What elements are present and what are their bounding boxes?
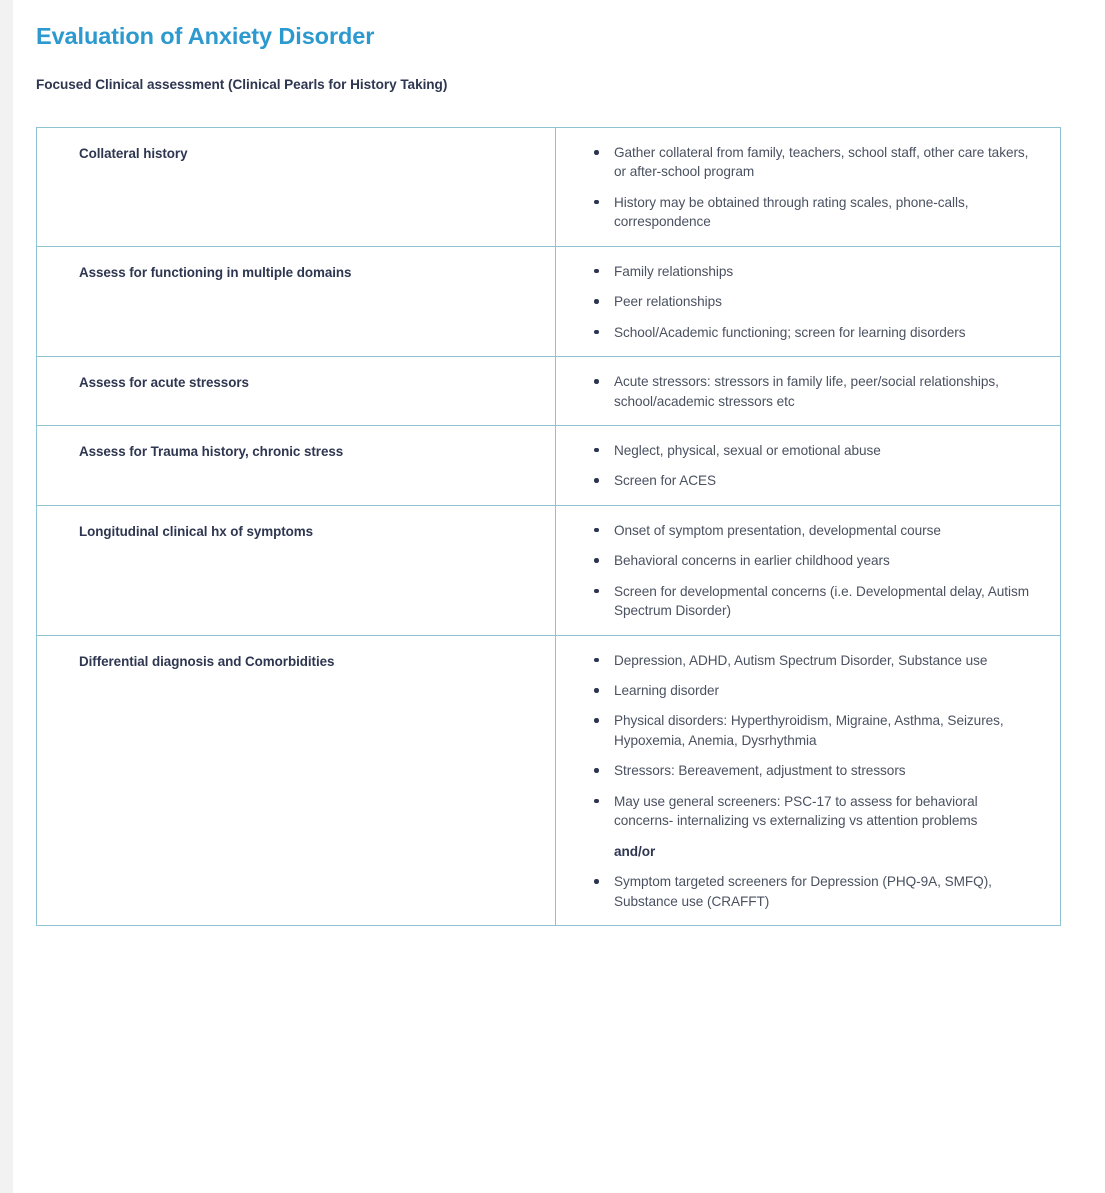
- items-wrapper: [556, 506, 1060, 635]
- list-item: Peer relationships: [556, 292, 1034, 311]
- list-item: Family relationships: [556, 262, 1034, 281]
- table-cell-items: [556, 357, 1061, 426]
- list-item: School/Academic functioning; screen for learning disorders: [556, 323, 1034, 342]
- table-body: [37, 128, 1061, 926]
- items-wrapper: [556, 636, 1060, 925]
- table-row: [37, 357, 1061, 426]
- table-cell-label: [37, 128, 556, 247]
- table-cell-label: [37, 425, 556, 505]
- bullet-list: [556, 521, 1034, 621]
- table-row: [37, 128, 1061, 247]
- list-item: Neglect, physical, sexual or emotional abuse: [556, 441, 1034, 460]
- page-left-margin-strip: [0, 0, 13, 1193]
- table-cell-items: [556, 246, 1061, 356]
- table-cell-label: [37, 505, 556, 635]
- table-cell-items: [556, 635, 1061, 925]
- table-row: [37, 425, 1061, 505]
- list-item: Screen for developmental concerns (i.e. Developmental delay, Autism Spectrum Disorder): [556, 582, 1034, 621]
- table-row: [37, 505, 1061, 635]
- table-cell-label: [37, 635, 556, 925]
- items-wrapper: [556, 247, 1060, 356]
- row-label: Assess for Trauma history, chronic stress: [79, 443, 344, 459]
- page-subtitle: Focused Clinical assessment (Clinical Pearls for History Taking): [36, 77, 448, 92]
- document-page: [13, 0, 1105, 1193]
- list-item: May use general screeners: PSC-17 to assess for behavioral concerns- internalizing vs externalizing vs attention problems: [556, 792, 1034, 831]
- table-row: [37, 246, 1061, 356]
- items-wrapper: [556, 128, 1060, 246]
- row-label: Differential diagnosis and Comorbidities: [79, 653, 335, 669]
- page-title: Evaluation of Anxiety Disorder: [36, 23, 375, 49]
- list-item: Stressors: Bereavement, adjustment to stressors: [556, 761, 1034, 780]
- row-label: Assess for functioning in multiple domains: [79, 264, 352, 280]
- list-item: Symptom targeted screeners for Depression (PHQ-9A, SMFQ), Substance use (CRAFFT): [556, 872, 1034, 911]
- list-item: Depression, ADHD, Autism Spectrum Disorder, Substance use: [556, 651, 1034, 670]
- bullet-list: [556, 372, 1034, 411]
- items-wrapper: [556, 426, 1060, 505]
- list-item: Physical disorders: Hyperthyroidism, Migraine, Asthma, Seizures, Hypoxemia, Anemia, Dysrhythmia: [556, 711, 1034, 750]
- table-cell-label: [37, 357, 556, 426]
- row-label: Assess for acute stressors: [79, 375, 249, 391]
- table-row: [37, 635, 1061, 925]
- list-item: Screen for ACES: [556, 471, 1034, 490]
- list-note: and/or: [614, 843, 656, 859]
- list-item: Behavioral concerns in earlier childhood years: [556, 551, 1034, 570]
- list-item: Gather collateral from family, teachers, school staff, other care takers, or after-school program: [556, 143, 1034, 182]
- bullet-list: [556, 143, 1034, 232]
- table-cell-items: [556, 128, 1061, 247]
- table-cell-items: [556, 505, 1061, 635]
- bullet-list: [556, 441, 1034, 491]
- list-item: History may be obtained through rating scales, phone-calls, correspondence: [556, 193, 1034, 232]
- items-wrapper: [556, 357, 1060, 425]
- table-cell-label: [37, 246, 556, 356]
- list-item: Learning disorder: [556, 681, 1034, 700]
- bullet-list: [556, 651, 1034, 911]
- list-item: Acute stressors: stressors in family life, peer/social relationships, school/academic stressors etc: [556, 372, 1034, 411]
- list-item: Onset of symptom presentation, developmental course: [556, 521, 1034, 540]
- row-label: Longitudinal clinical hx of symptoms: [79, 523, 314, 539]
- bullet-list: [556, 262, 1034, 342]
- table-cell-items: [556, 425, 1061, 505]
- clinical-assessment-table: [36, 127, 1061, 926]
- row-label: Collateral history: [79, 146, 188, 161]
